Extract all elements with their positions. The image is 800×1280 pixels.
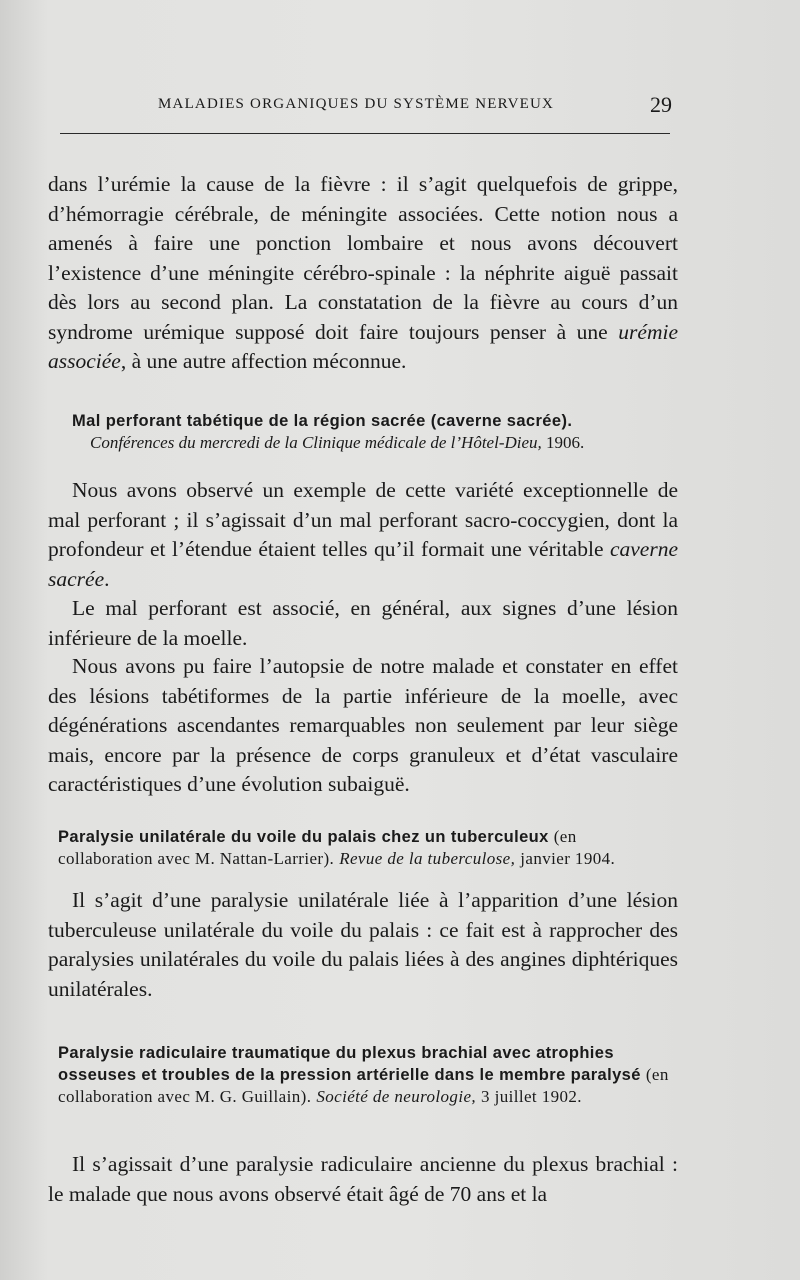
section-1-paragraph-1 xyxy=(48,476,678,594)
section-1-paragraph-2 xyxy=(48,594,678,653)
section-3-date: 3 juillet 1902. xyxy=(481,1087,582,1106)
section-2-title-text: Paralysie unilatérale du voile du palais chez un tuberculeux xyxy=(58,828,549,846)
section-1-reference-text: Conférences du mercredi de la Clinique médicale de l’Hôtel-Dieu, xyxy=(90,433,542,452)
section-3-title-text: Paralysie radiculaire traumatique du plexus brachial avec atrophies osseuses et troubles de la pression artérielle dans le membre paralysé xyxy=(58,1044,641,1084)
intro-italic: urémie associée xyxy=(48,319,678,373)
section-3-p1-text: Il s’agissait d’une paralysie radiculaire ancienne du plexus brachial : le malade que nous avons observé était âgé de 70 ans et la xyxy=(48,1152,678,1206)
section-2-paragraph-1 xyxy=(48,886,678,1004)
section-2-date: janvier 1904. xyxy=(520,849,616,868)
section-1-p1-italic: caverne sacrée xyxy=(48,537,678,591)
intro-text: dans l’urémie la cause de la fièvre : il s’agit quelquefois de grippe, d’hémorragie cérébrale, de méningite associées. Cette notion nous a amenés à faire une ponction lombaire et nous avons découvert l’existence d’une méningite cérébro-spinale : la néphrite aiguë passait dès lors au second plan. La constatation de la fièvre au cours d’un syndrome urémique supposé doit faire toujours penser à une xyxy=(48,172,678,344)
section-3-journal: Société de neurologie, xyxy=(316,1087,477,1106)
page-number: 29 xyxy=(650,92,672,117)
section-1-p2-text: Le mal perforant est associé, en général, aux signes d’une lésion inférieure de la moelle. xyxy=(48,596,678,650)
section-1-p1-end: . xyxy=(104,566,110,591)
section-2-journal: Revue de la tuberculose, xyxy=(339,849,516,868)
section-3-title xyxy=(58,1042,674,1108)
section-3-title-note: (en collaboration avec M. G. Guillain). xyxy=(58,1065,669,1106)
header-rule xyxy=(60,133,670,134)
intro-paragraph xyxy=(48,170,678,377)
section-1-year: 1906. xyxy=(546,433,585,452)
section-3-paragraph-1 xyxy=(48,1150,678,1209)
section-1-reference xyxy=(90,432,670,454)
section-2-p1-text: Il s’agit d’une paralysie unilatérale liée à l’apparition d’une lésion tuberculeuse unilatérale du voile du palais : ce fait est à rapprocher des paralysies unilatérales du voile du palais liées à des angines diphtériques unilatérales. xyxy=(48,888,678,1001)
page-header xyxy=(60,92,672,132)
section-2-title xyxy=(58,826,674,870)
section-2-title-note: (en collaboration avec M. Nattan-Larrier). xyxy=(58,827,577,868)
section-1-p1-text: Nous avons observé un exemple de cette variété exceptionnelle de mal perforant ; il s’agissait d’un mal perforant sacro-coccygien, dont la profondeur et l’étendue étaient telles qu’il formait une véritable xyxy=(48,478,678,561)
section-1-p3-text: Nous avons pu faire l’autopsie de notre malade et constater en effet des lésions tabétiformes de la partie inférieure de la moelle, avec dégénérations ascendantes remarquables non seulement par leur siège mais, encore par la présence de corps granuleux et d’état vasculaire caractéristiques d’une évolution subaiguë. xyxy=(48,654,678,796)
intro-text-end: , à une autre affection méconnue. xyxy=(120,349,407,373)
running-title: MALADIES ORGANIQUES DU SYSTÈME NERVEUX xyxy=(158,96,555,112)
section-1-paragraph-3 xyxy=(48,652,678,800)
section-1-title: Mal perforant tabétique de la région sacrée (caverne sacrée). xyxy=(72,412,573,430)
